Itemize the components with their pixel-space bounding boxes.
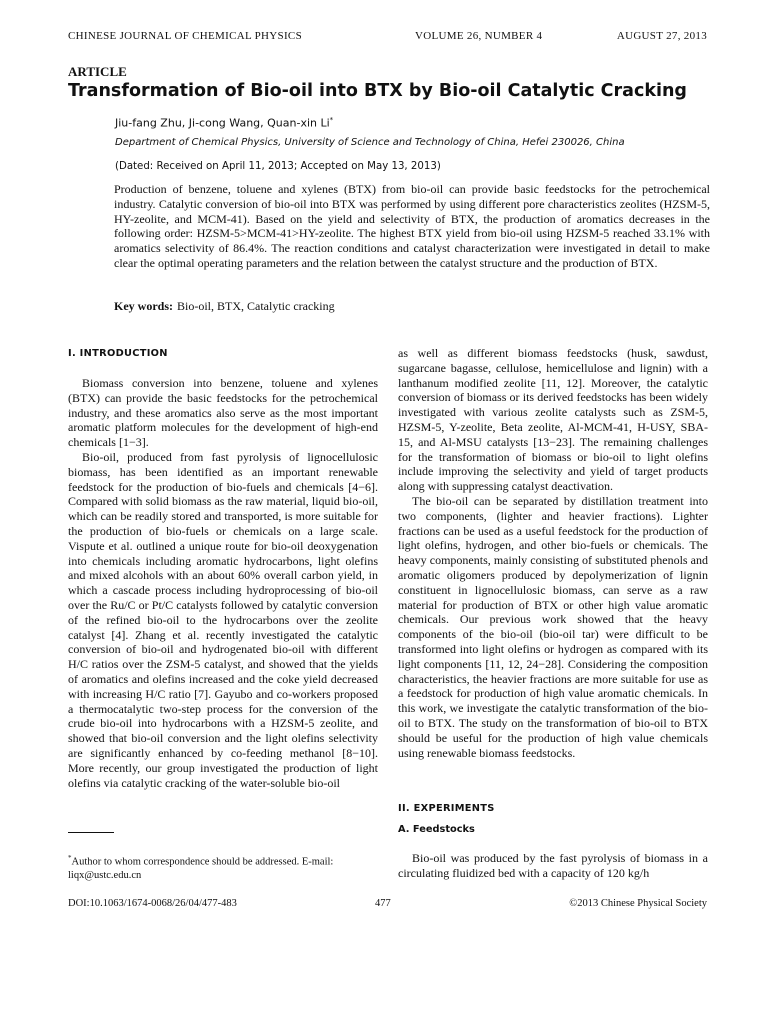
keywords-label: Key words: [114, 299, 173, 313]
subsection-title-feedstocks: A. Feedstocks [398, 824, 475, 835]
keywords-line [114, 299, 335, 314]
experiments-body [398, 851, 708, 881]
affiliation: Department of Chemical Physics, University of Science and Technology of China, Hefei 230026, China [115, 137, 625, 148]
right-column-body [398, 346, 708, 760]
keywords: Bio-oil, BTX, Catalytic cracking [177, 299, 335, 313]
journal-name: CHINESE JOURNAL OF CHEMICAL PHYSICS [68, 30, 302, 42]
intro-paragraph-2: Bio-oil, produced from fast pyrolysis of lignocellulosic biomass, has been identified as an important renewable feedstock for the production of bio-fuels and chemicals [4−6]. Compared with solid biomass as the raw material, liquid bio-oil, which can be readily stored and transported, is more suitable for the production of bio-fuels or chemicals on a large scale. Vispute et al. outlined a unique route for bio-oil deoxygenation into chemicals including aromatic hydrocarbons, light olefins and mixed alcohols with an about 60% overall carbon yield, in which a cascade process including hydroprocessing of bio-oil over the Ru/C or Pt/C catalysts followed by catalytic conversion of the refined bio-oil to the hydrocarbons over the zeolite catalyst [4]. Zhang et al. recently investigated the catalytic conversion of bio-oil and hydrogenated bio-oil with different H/C ratios over the ZSM-5 catalyst, and showed that the yields of aromatics and olefins increased and the coke yield decreased with increasing H/C ratio [7]. Gayubo and co-workers proposed a thermocatalytic two-step process for the conversion of the crude bio-oil into hydrocarbons with a HZSM-5 zeolite, and showed that bio-oil conversion and the light olefins selectivity are significantly enhanced by co-feeding methanol [8−10]. More recently, our group investigated the production of light olefins via catalytic cracking of the water-soluble bio-oil [68, 449, 378, 790]
experiments-paragraph-1: Bio-oil was produced by the fast pyrolysis of biomass in a circulating fluidized bed with a capacity of 120 kg/h [398, 851, 708, 880]
article-type-label: ARTICLE [68, 64, 127, 79]
left-column-body [68, 376, 378, 790]
intro-paragraph-1: Biomass conversion into benzene, toluene and xylenes (BTX) can provide the basic feedstocks for the petrochemical industry, and these aromatics also serve as the most important aromatic platform molecules for the development of high-end chemicals [1−3]. [68, 376, 378, 450]
section-title-experiments: II. EXPERIMENTS [398, 803, 495, 814]
footnote-rule [68, 832, 114, 833]
footnote [68, 852, 380, 882]
doi: DOI:10.1063/1674-0068/26/04/477-483 [68, 898, 237, 909]
page-number: 477 [375, 898, 391, 909]
volume-number: VOLUME 26, NUMBER 4 [415, 30, 543, 42]
author-correspondence-mark: * [329, 116, 334, 124]
intro-paragraph-4: The bio-oil can be separated by distillation treatment into two components, (lighter and heavier fractions). Lighter fractions can be used as a useful feedstock for the production of light olefins, hydrogen, and other bio-fuels or chemicals. The heavy components, mainly consisting of substituted phenols and aromatic oligomers produced by depolymerization of lignin constituent in lignocellulosic biomass, can serve as a raw material for production of BTX or other high value aromatic chemicals. Our previous work showed that the heavy components of the bio-oil (bio-oil tar) were difficult to be transformed into light olefins or hydrogen as compared with its light components [11, 12, 24−28]. Considering the composition characteristics, the heavier fractions are more suitable for use as a feedstock for production of high value aromatic chemicals. In this work, we investigate the catalytic transformation of the bio-oil to BTX. The study on the transformation of bio-oil to BTX should be useful for the production of high value chemicals using renewable biomass feedstocks. [398, 493, 708, 760]
section-title-introduction: I. INTRODUCTION [68, 348, 168, 359]
abstract: Production of benzene, toluene and xylenes (BTX) from bio-oil can provide basic feedstocks for the petrochemical industry. Catalytic conversion of bio-oil into BTX was performed by using different pore characteristics zeolites (HZSM-5, HY-zeolite, and MCM-41). Based on the yield and selectivity of BTX, the production of aromatics decreases in the following order: HZSM-5>MCM-41>HY-zeolite. The highest BTX yield from bio-oil using HZSM-5 reached 33.1% with aromatics selectivity of 86.4%. The reaction conditions and catalyst characterization were investigated in detail to make clear the optimal operating parameters and the relation between the catalyst structure and the production of BTX. [114, 182, 710, 270]
author-names: Jiu-fang Zhu, Ji-cong Wang, Quan-xin Li [115, 116, 330, 130]
intro-paragraph-3: as well as different biomass feedstocks (husk, sawdust, sugarcane bagasse, cellulose, hemicellulose and lignin) with a lanthanum modified zeolite [11, 12]. Moreover, the catalytic conversion of biomass or its derived feedstocks has been widely investigated with various zeolite catalysts such as ZSM-5, HZSM-5, Y-zeolite, Beta zeolite, Al-MCM-41, H-USY, SBA-15, and Al-MSU catalysts [13−23]. The remaining challenges for the transformation of biomass or bio-oil to light olefins include improving the selectivity and yield of target products along with suppressing catalyst deactivation. [398, 346, 708, 494]
article-title: Transformation of Bio-oil into BTX by Bio-oil Catalytic Cracking [68, 81, 687, 101]
footnote-mark: * [68, 854, 72, 862]
footnote-text: Author to whom correspondence should be addressed. E-mail: liqx@ustc.edu.cn [68, 856, 334, 881]
copyright: ©2013 Chinese Physical Society [569, 898, 707, 909]
publication-date: AUGUST 27, 2013 [616, 30, 707, 42]
author-list [115, 116, 333, 130]
dated-line: (Dated: Received on April 11, 2013; Accepted on May 13, 2013) [115, 161, 441, 172]
